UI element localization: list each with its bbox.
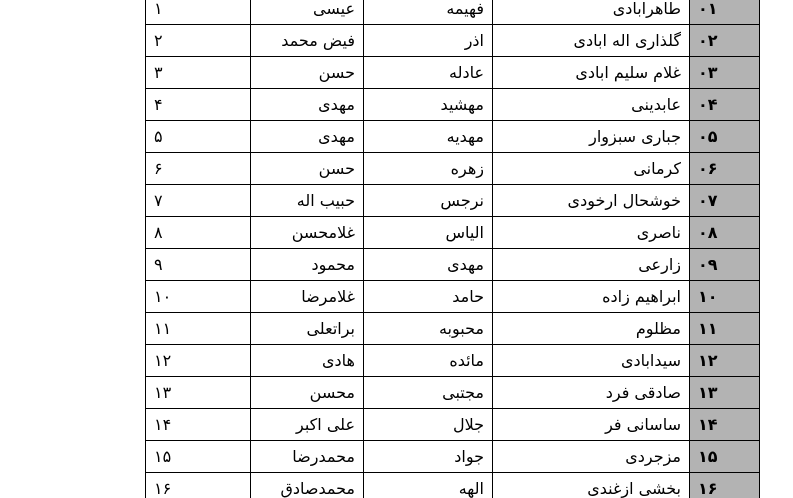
- last-name-cell: ابراهیم زاده: [493, 281, 690, 313]
- father-name-cell: غلامرضا: [251, 281, 364, 313]
- row-number-cell: ۱۳: [690, 377, 760, 409]
- table-row: [146, 121, 760, 153]
- father-name-cell: محمود: [251, 249, 364, 281]
- first-name-cell: جلال: [364, 409, 493, 441]
- row-number-cell: ۱۲: [690, 345, 760, 377]
- father-name-cell: براتعلی: [251, 313, 364, 345]
- name-list-body: [146, 0, 760, 498]
- first-name-cell: اذر: [364, 25, 493, 57]
- row-number-cell: ۰۱: [690, 0, 760, 25]
- first-name-cell: مهشید: [364, 89, 493, 121]
- father-name-cell: عیسی: [251, 0, 364, 25]
- father-name-cell: محمدرضا: [251, 441, 364, 473]
- sequence-number-cell: ۴: [146, 89, 251, 121]
- table-row: [146, 57, 760, 89]
- table-row: [146, 153, 760, 185]
- sequence-number-cell: ۷: [146, 185, 251, 217]
- first-name-cell: نرجس: [364, 185, 493, 217]
- first-name-cell: حامد: [364, 281, 493, 313]
- table-row: [146, 473, 760, 498]
- first-name-cell: محبوبه: [364, 313, 493, 345]
- father-name-cell: مهدی: [251, 89, 364, 121]
- first-name-cell: مهدیه: [364, 121, 493, 153]
- row-number-cell: ۰۶: [690, 153, 760, 185]
- table-row: [146, 89, 760, 121]
- father-name-cell: محسن: [251, 377, 364, 409]
- sequence-number-cell: ۲: [146, 25, 251, 57]
- first-name-cell: عادله: [364, 57, 493, 89]
- father-name-cell: محمدصادق: [251, 473, 364, 498]
- row-number-cell: ۱۴: [690, 409, 760, 441]
- last-name-cell: طاهرابادی: [493, 0, 690, 25]
- sequence-number-cell: ۱۶: [146, 473, 251, 498]
- first-name-cell: زهره: [364, 153, 493, 185]
- first-name-cell: مهدی: [364, 249, 493, 281]
- last-name-cell: غلام سلیم ابادی: [493, 57, 690, 89]
- row-number-cell: ۱۶: [690, 473, 760, 498]
- table-row: [146, 377, 760, 409]
- last-name-cell: خوشحال ارخودی: [493, 185, 690, 217]
- father-name-cell: غلامحسن: [251, 217, 364, 249]
- sequence-number-cell: ۱۳: [146, 377, 251, 409]
- table-row: [146, 281, 760, 313]
- father-name-cell: علی اکبر: [251, 409, 364, 441]
- sequence-number-cell: ۶: [146, 153, 251, 185]
- sequence-number-cell: ۱۴: [146, 409, 251, 441]
- last-name-cell: ناصری: [493, 217, 690, 249]
- first-name-cell: الهه: [364, 473, 493, 498]
- table-row: [146, 345, 760, 377]
- last-name-cell: جباری سبزوار: [493, 121, 690, 153]
- father-name-cell: حسن: [251, 153, 364, 185]
- table-row: [146, 25, 760, 57]
- sequence-number-cell: ۳: [146, 57, 251, 89]
- row-number-cell: ۰۹: [690, 249, 760, 281]
- table-row: [146, 441, 760, 473]
- sequence-number-cell: ۱۰: [146, 281, 251, 313]
- row-number-cell: ۰۷: [690, 185, 760, 217]
- first-name-cell: فهیمه: [364, 0, 493, 25]
- row-number-cell: ۰۸: [690, 217, 760, 249]
- last-name-cell: کرمانی: [493, 153, 690, 185]
- table-row: [146, 409, 760, 441]
- sequence-number-cell: ۱: [146, 0, 251, 25]
- sequence-number-cell: ۱۲: [146, 345, 251, 377]
- row-number-cell: ۰۳: [690, 57, 760, 89]
- last-name-cell: گلذاری اله ابادی: [493, 25, 690, 57]
- last-name-cell: بخشی ازغندی: [493, 473, 690, 498]
- row-number-cell: ۰۲: [690, 25, 760, 57]
- last-name-cell: سیدابادی: [493, 345, 690, 377]
- row-number-cell: ۱۵: [690, 441, 760, 473]
- first-name-cell: جواد: [364, 441, 493, 473]
- father-name-cell: هادی: [251, 345, 364, 377]
- father-name-cell: حسن: [251, 57, 364, 89]
- last-name-cell: مظلوم: [493, 313, 690, 345]
- father-name-cell: فیض محمد: [251, 25, 364, 57]
- table-row: [146, 249, 760, 281]
- last-name-cell: ساسانی فر: [493, 409, 690, 441]
- last-name-cell: عابدینی: [493, 89, 690, 121]
- table-row: [146, 185, 760, 217]
- row-number-cell: ۱۰: [690, 281, 760, 313]
- table-row: [146, 0, 760, 25]
- row-number-cell: ۱۱: [690, 313, 760, 345]
- last-name-cell: زارعی: [493, 249, 690, 281]
- row-number-cell: ۰۵: [690, 121, 760, 153]
- name-list-table: [145, 0, 760, 498]
- last-name-cell: صادقی فرد: [493, 377, 690, 409]
- first-name-cell: الیاس: [364, 217, 493, 249]
- first-name-cell: مائده: [364, 345, 493, 377]
- last-name-cell: مزجردی: [493, 441, 690, 473]
- father-name-cell: مهدی: [251, 121, 364, 153]
- row-number-cell: ۰۴: [690, 89, 760, 121]
- sequence-number-cell: ۵: [146, 121, 251, 153]
- table-row: [146, 217, 760, 249]
- table-row: [146, 313, 760, 345]
- sequence-number-cell: ۹: [146, 249, 251, 281]
- sequence-number-cell: ۸: [146, 217, 251, 249]
- father-name-cell: حبیب اله: [251, 185, 364, 217]
- sequence-number-cell: ۱۵: [146, 441, 251, 473]
- first-name-cell: مجتبی: [364, 377, 493, 409]
- sequence-number-cell: ۱۱: [146, 313, 251, 345]
